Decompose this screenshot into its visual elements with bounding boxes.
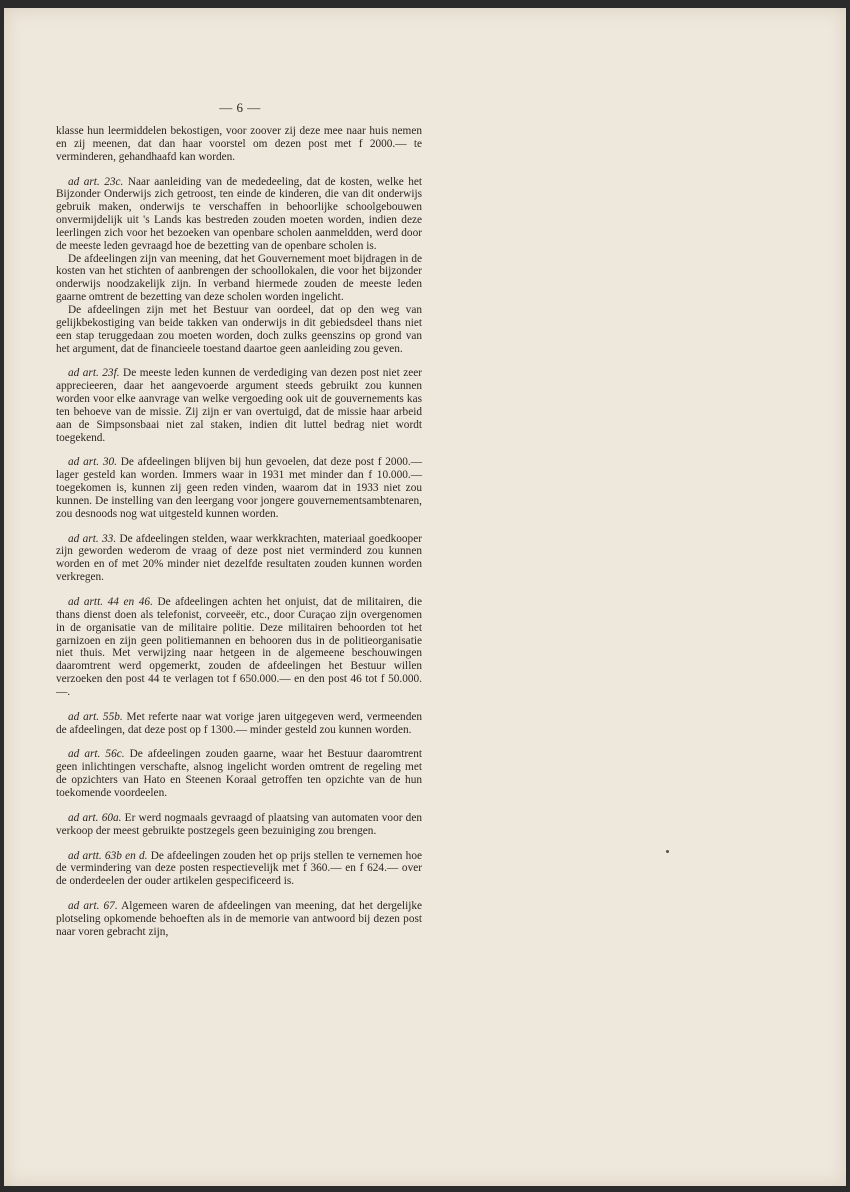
- article-reference: ad artt. 63b en d.: [68, 849, 148, 862]
- article-reference: ad art. 67.: [68, 900, 118, 913]
- paragraph-gap: [56, 444, 422, 456]
- paragraph-text: klasse hun leermiddelen bekostigen, voor zoover zij deze mee naar huis nemen en zij meenen, dat dan haar voorstel om dezen post met f 2000.— te verminderen, gehandhaafd kan worden.: [56, 125, 422, 163]
- paragraph-text: De afdeelingen zouden het op prijs stellen te vernemen hoe de vermindering van deze posten respectievelijk met f 360.— en f 624.— over de onderdeelen der ouder artikelen gespecificeerd is.: [56, 849, 422, 888]
- article-reference: ad art. 23f.: [68, 367, 120, 380]
- paragraph: [56, 125, 422, 164]
- paragraph-text: Naar aanleiding van de mededeeling, dat de kosten, welke het Bijzonder Onderwijs zich getroost, ten einde de kinderen, die van dit onderwijs gebruik maken, onderwijs te verschaffen in behoorlijke schoolgebouwen onvermijdelijk uit 's Lands kas bestreden zouden moeten worden, indien deze leerlingen zich voor het bezoeken van openbare scholen aanmeldden, werd door de meeste leden gevraagd hoe de bezetting van de openbare scholen is.: [56, 175, 422, 252]
- page-number: — 6 —: [219, 100, 261, 115]
- paragraph: [56, 850, 422, 889]
- article-reference: ad art. 55b.: [68, 710, 123, 723]
- paragraph: [56, 711, 422, 737]
- paragraph-text: De afdeelingen zijn van meening, dat het Gouvernement moet bijdragen in de kosten van het stichten of aanbrengen der schoollokalen, die voor het bijzonder onderwijs noodzakelijk zijn. In verband hiermede zouden de meeste leden gaarne omtrent de bezetting van deze scholen worden ingelicht.: [56, 252, 422, 304]
- paragraph-gap: [56, 521, 422, 533]
- paragraph-gap: [56, 888, 422, 900]
- article-reference: ad art. 33.: [68, 532, 117, 545]
- paragraph-text: De afdeelingen stelden, waar werkkrachten, materiaal goedkooper zijn geworden wederom de vraag of deze post niet verminderd zou kunnen worden en of met 20% minder niet dezelfde resultaten zouden kunnen worden verkregen.: [56, 532, 422, 584]
- paragraph: [56, 176, 422, 253]
- paragraph-text: De afdeelingen zijn met het Bestuur van oordeel, dat op den weg van gelijkbekostiging van beide takken van onderwijs in dit gebiedsdeel thans niet een stap teruggedaan zou moeten worden, doch zulks geenszins op grond van het argument, dat de financieele toestand daartoe geen aanleiding zou geven.: [56, 303, 422, 355]
- paragraph-gap: [56, 355, 422, 367]
- paper-speck: [666, 850, 669, 853]
- paragraph-gap: [56, 699, 422, 711]
- paragraph: [56, 748, 422, 799]
- paragraph-text: De afdeelingen zouden gaarne, waar het Bestuur daaromtrent geen inlichtingen verschafte, alsnog ingelicht worden omtrent de regeling met de opzichters van Hato en Steenen Koraal getroffen ten opzichte van de hun toekomende voordeelen.: [56, 748, 422, 799]
- paragraph: [56, 596, 422, 699]
- paragraph: [56, 367, 422, 444]
- paragraph: [56, 900, 422, 939]
- paragraph-gap: [56, 838, 422, 850]
- paragraph-gap: [56, 736, 422, 748]
- paragraph-text: De afdeelingen achten het onjuist, dat de militairen, die thans dienst doen als telefonist, corveeër, etc., door Curaçao zijn overgenomen in de organisatie van de militaire politie. Deze militairen behoorden tot het garnizoen en zijn geen politiemannen en behooren dus in de politieorganisatie niet thuis. Met verwijzing naar hetgeen in de algemeene beschouwingen daaromtrent werd opgemerkt, zouden de afdeelingen het Bestuur willen verzoeken den post 44 te verlagen tot f 650.000.— en den post 46 tot f 50.000.—.: [56, 596, 422, 698]
- paragraph-text: De meeste leden kunnen de verdediging van dezen post niet zeer apprecieeren, daar het aangevoerde argument steeds gebruikt zou kunnen worden voor elke aanvrage van welke vergoeding ook uit de gouvernements kas ten behoeve van de missie. Zij zijn er van overtuigd, dat de missie haar arbeid aan de Simpsonsbaai niet zal staken, indien dit luttel bedrag niet wordt toegekend.: [56, 367, 423, 444]
- article-reference: ad artt. 44 en 46.: [68, 596, 153, 608]
- paragraph-text: Er werd nogmaals gevraagd of plaatsing van automaten voor den verkoop der meest gebruikte postzegels geen bezuiniging zou brengen.: [56, 811, 422, 837]
- paragraph-gap: [56, 164, 422, 176]
- paragraph: [56, 253, 422, 304]
- paragraph: [56, 812, 422, 838]
- paragraph: [56, 456, 422, 520]
- paragraph: [56, 304, 422, 355]
- document-page: [4, 8, 846, 1186]
- paragraph-text: De afdeelingen blijven bij hun gevoelen, dat deze post f 2000.— lager gesteld kan worden. Immers waar in 1931 met minder dan f 10.000.— toegekomen is, kunnen zij geen reden vinden, waarom dat in 1933 niet zou kunnen. De instelling van den leergang voor jongere gouvernementsambtenaren, zou desnoods nog wat uitgesteld kunnen worden.: [56, 456, 423, 520]
- article-reference: ad art. 30.: [68, 456, 117, 469]
- paragraph-text: Met referte naar wat vorige jaren uitgegeven werd, vermeenden de afdeelingen, dat deze post op f 1300.— minder gesteld zou kunnen worden.: [56, 710, 422, 736]
- article-reference: ad art. 56c.: [68, 748, 125, 761]
- article-reference: ad art. 23c.: [68, 175, 124, 188]
- paragraph-text: Algemeen waren de afdeelingen van meening, dat het dergelijke plotseling opkomende behoeften als in de memorie van antwoord bij dezen post naar voren gebracht zijn,: [56, 900, 423, 938]
- paragraph-gap: [56, 584, 422, 596]
- text-column: [56, 125, 422, 939]
- paragraph: [56, 533, 422, 584]
- paragraph-gap: [56, 800, 422, 812]
- article-reference: ad art. 60a.: [68, 811, 122, 824]
